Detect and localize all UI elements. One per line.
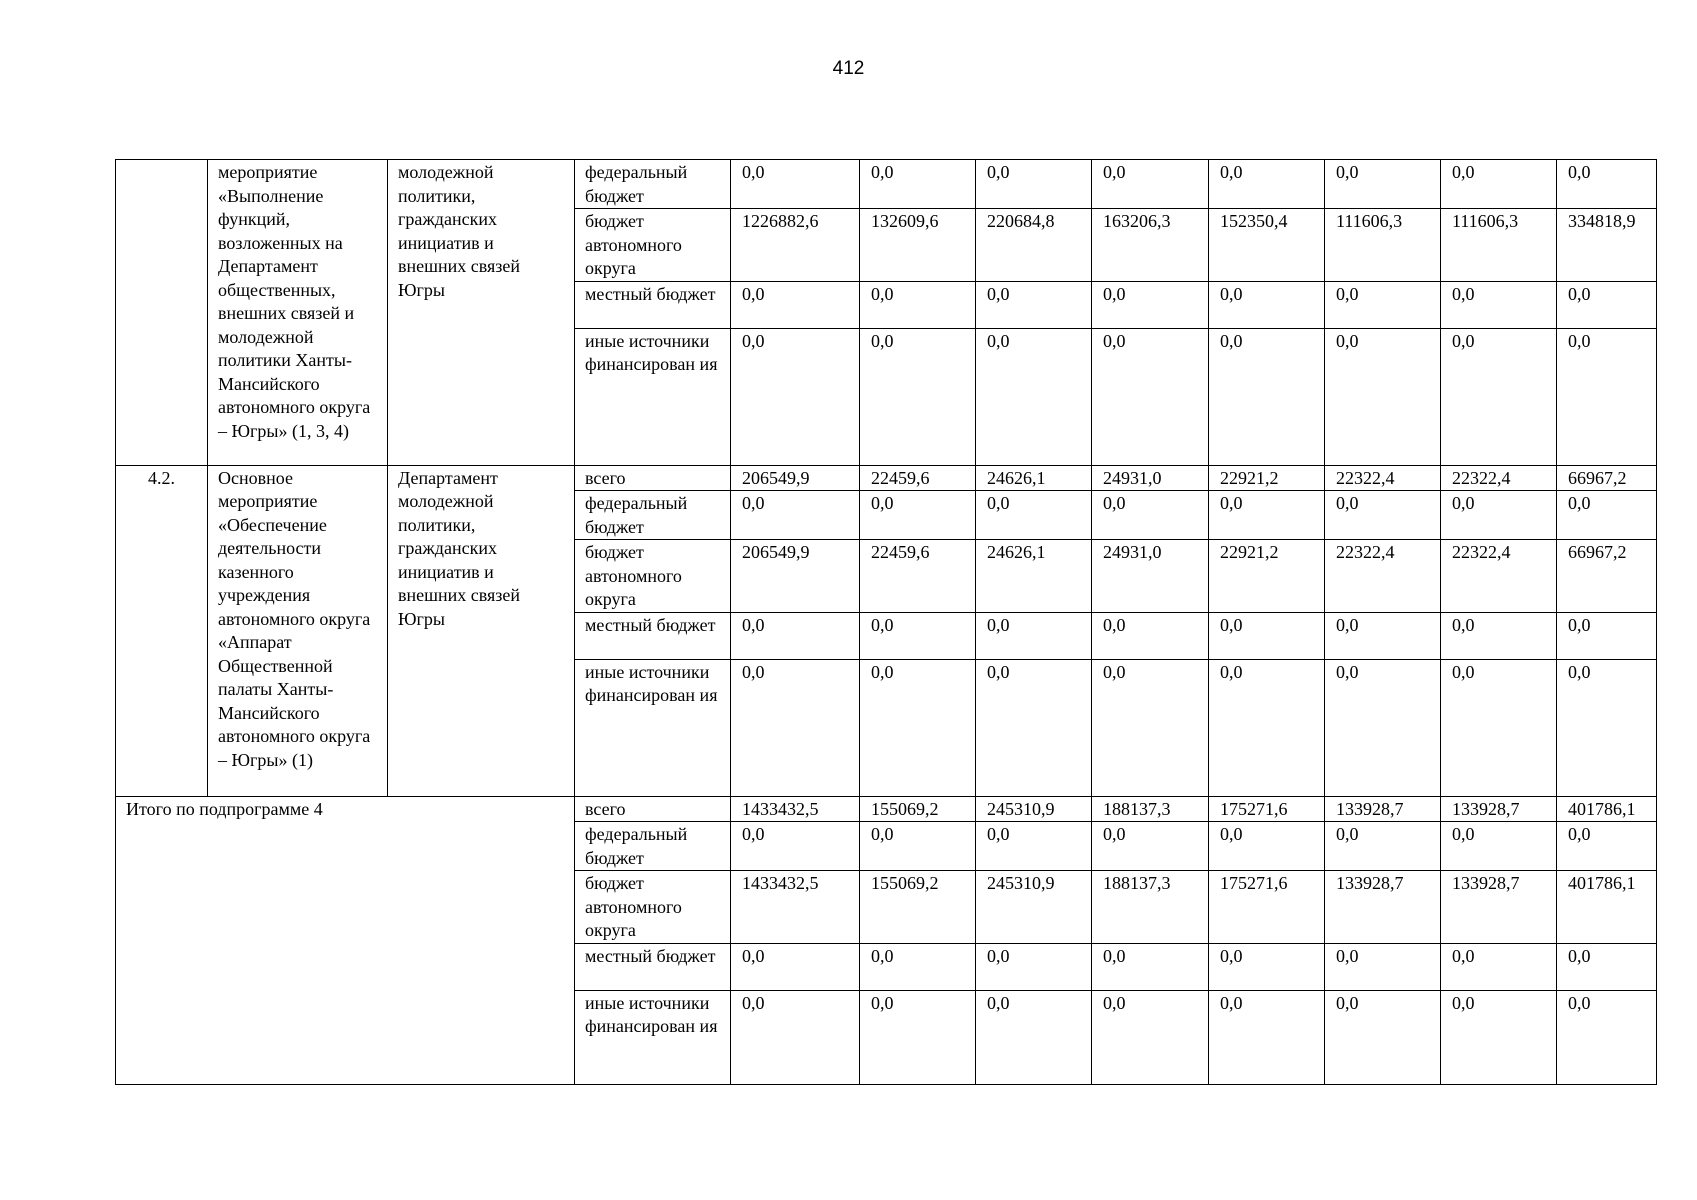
amount-cell: 0,0 (1441, 491, 1557, 540)
funding-source: иные источники финансирован ия (575, 990, 731, 1084)
amount-cell: 0,0 (1441, 990, 1557, 1084)
amount-cell: 0,0 (976, 160, 1092, 209)
total-label: Итого по подпрограмме 4 (116, 796, 575, 1084)
amount-cell: 0,0 (976, 612, 1092, 659)
amount-cell: 111606,3 (1325, 209, 1441, 282)
funding-source: всего (575, 465, 731, 491)
amount-cell: 0,0 (1325, 822, 1441, 871)
amount-cell: 24931,0 (1092, 465, 1209, 491)
amount-cell: 1433432,5 (731, 871, 860, 944)
amount-cell: 0,0 (1441, 281, 1557, 328)
amount-cell: 1433432,5 (731, 796, 860, 822)
amount-cell: 0,0 (1557, 659, 1657, 796)
amount-cell: 22322,4 (1441, 540, 1557, 613)
amount-cell: 111606,3 (1441, 209, 1557, 282)
page-number: 412 (832, 58, 865, 79)
amount-cell: 132609,6 (860, 209, 976, 282)
amount-cell: 0,0 (1441, 160, 1557, 209)
funding-source: местный бюджет (575, 612, 731, 659)
amount-cell: 0,0 (731, 943, 860, 990)
amount-cell: 133928,7 (1441, 796, 1557, 822)
amount-cell: 188137,3 (1092, 871, 1209, 944)
amount-cell: 401786,1 (1557, 871, 1657, 944)
amount-cell: 0,0 (1441, 822, 1557, 871)
table-body (116, 160, 1657, 1085)
amount-cell: 0,0 (976, 990, 1092, 1084)
amount-cell: 0,0 (1325, 943, 1441, 990)
amount-cell: 220684,8 (976, 209, 1092, 282)
amount-cell: 0,0 (860, 943, 976, 990)
amount-cell: 0,0 (1209, 328, 1325, 465)
amount-cell: 206549,9 (731, 465, 860, 491)
item-number (116, 160, 208, 466)
amount-cell: 0,0 (1557, 328, 1657, 465)
amount-cell: 155069,2 (860, 796, 976, 822)
item-number: 4.2. (116, 465, 208, 796)
amount-cell: 0,0 (1092, 328, 1209, 465)
amount-cell: 0,0 (1557, 281, 1657, 328)
amount-cell: 22459,6 (860, 540, 976, 613)
funding-source: бюджет автономного округа (575, 209, 731, 282)
measure-name: мероприятие «Выполнение функций, возложенных на Департамент общественных, внешних связей и молодежной политики Ханты-Мансийского автономного округа – Югры» (1, 3, 4) (208, 160, 388, 466)
amount-cell: 0,0 (1209, 281, 1325, 328)
amount-cell: 24626,1 (976, 540, 1092, 613)
amount-cell: 0,0 (1092, 491, 1209, 540)
amount-cell: 0,0 (1325, 659, 1441, 796)
amount-cell: 0,0 (1325, 160, 1441, 209)
amount-cell: 0,0 (976, 822, 1092, 871)
amount-cell: 0,0 (1441, 943, 1557, 990)
amount-cell: 22921,2 (1209, 465, 1325, 491)
amount-cell: 152350,4 (1209, 209, 1325, 282)
amount-cell: 175271,6 (1209, 796, 1325, 822)
amount-cell: 0,0 (1557, 160, 1657, 209)
amount-cell: 0,0 (1209, 822, 1325, 871)
amount-cell: 245310,9 (976, 796, 1092, 822)
amount-cell: 0,0 (976, 281, 1092, 328)
amount-cell: 0,0 (976, 659, 1092, 796)
funding-source: федеральный бюджет (575, 160, 731, 209)
amount-cell: 0,0 (731, 160, 860, 209)
amount-cell: 0,0 (1557, 612, 1657, 659)
amount-cell: 0,0 (731, 990, 860, 1084)
amount-cell: 0,0 (1441, 659, 1557, 796)
amount-cell: 0,0 (1092, 659, 1209, 796)
amount-cell: 0,0 (860, 160, 976, 209)
amount-cell: 66967,2 (1557, 540, 1657, 613)
funding-source: иные источники финансирован ия (575, 659, 731, 796)
amount-cell: 0,0 (1209, 943, 1325, 990)
amount-cell: 0,0 (1325, 990, 1441, 1084)
financing-table (115, 159, 1657, 1085)
amount-cell: 0,0 (1441, 328, 1557, 465)
amount-cell: 22322,4 (1325, 465, 1441, 491)
amount-cell: 0,0 (860, 659, 976, 796)
amount-cell: 0,0 (860, 328, 976, 465)
amount-cell: 0,0 (1092, 822, 1209, 871)
funding-source: иные источники финансирован ия (575, 328, 731, 465)
amount-cell: 0,0 (1557, 943, 1657, 990)
funding-source: местный бюджет (575, 943, 731, 990)
amount-cell: 24626,1 (976, 465, 1092, 491)
amount-cell: 0,0 (1092, 160, 1209, 209)
amount-cell: 66967,2 (1557, 465, 1657, 491)
responsible-executor: молодежной политики, гражданских инициатив и внешних связей Югры (388, 160, 575, 466)
table-row (116, 796, 1657, 822)
amount-cell: 206549,9 (731, 540, 860, 613)
funding-source: бюджет автономного округа (575, 540, 731, 613)
funding-source: местный бюджет (575, 281, 731, 328)
amount-cell: 0,0 (1325, 491, 1441, 540)
amount-cell: 22921,2 (1209, 540, 1325, 613)
amount-cell: 0,0 (1325, 612, 1441, 659)
amount-cell: 245310,9 (976, 871, 1092, 944)
amount-cell: 0,0 (1325, 328, 1441, 465)
amount-cell: 0,0 (1557, 491, 1657, 540)
amount-cell: 0,0 (1092, 612, 1209, 659)
amount-cell: 24931,0 (1092, 540, 1209, 613)
amount-cell: 0,0 (860, 822, 976, 871)
amount-cell: 0,0 (731, 659, 860, 796)
amount-cell: 133928,7 (1441, 871, 1557, 944)
amount-cell: 0,0 (976, 943, 1092, 990)
amount-cell: 0,0 (1209, 612, 1325, 659)
table-row (116, 160, 1657, 209)
amount-cell: 175271,6 (1209, 871, 1325, 944)
amount-cell: 188137,3 (1092, 796, 1209, 822)
amount-cell: 163206,3 (1092, 209, 1209, 282)
funding-source: федеральный бюджет (575, 491, 731, 540)
amount-cell: 0,0 (976, 491, 1092, 540)
amount-cell: 0,0 (731, 822, 860, 871)
amount-cell: 0,0 (860, 612, 976, 659)
amount-cell: 0,0 (860, 990, 976, 1084)
amount-cell: 155069,2 (860, 871, 976, 944)
amount-cell: 0,0 (731, 491, 860, 540)
funding-source: федеральный бюджет (575, 822, 731, 871)
amount-cell: 0,0 (976, 328, 1092, 465)
amount-cell: 22459,6 (860, 465, 976, 491)
amount-cell: 1226882,6 (731, 209, 860, 282)
amount-cell: 0,0 (860, 281, 976, 328)
amount-cell: 0,0 (731, 328, 860, 465)
amount-cell: 0,0 (1325, 281, 1441, 328)
amount-cell: 0,0 (731, 281, 860, 328)
amount-cell: 0,0 (1209, 659, 1325, 796)
amount-cell: 22322,4 (1325, 540, 1441, 613)
amount-cell: 0,0 (1092, 990, 1209, 1084)
amount-cell: 0,0 (1557, 990, 1657, 1084)
amount-cell: 0,0 (1092, 943, 1209, 990)
measure-name: Основное мероприятие «Обеспечение деятельности казенного учреждения автономного округа «Аппарат Общественной палаты Ханты-Мансийского автономного округа – Югры» (1) (208, 465, 388, 796)
amount-cell: 0,0 (731, 612, 860, 659)
amount-cell: 133928,7 (1325, 871, 1441, 944)
amount-cell: 401786,1 (1557, 796, 1657, 822)
amount-cell: 22322,4 (1441, 465, 1557, 491)
amount-cell: 0,0 (1209, 160, 1325, 209)
amount-cell: 0,0 (1209, 990, 1325, 1084)
amount-cell: 0,0 (1209, 491, 1325, 540)
funding-source: всего (575, 796, 731, 822)
responsible-executor: Департамент молодежной политики, гражданских инициатив и внешних связей Югры (388, 465, 575, 796)
amount-cell: 0,0 (1441, 612, 1557, 659)
amount-cell: 133928,7 (1325, 796, 1441, 822)
funding-source: бюджет автономного округа (575, 871, 731, 944)
amount-cell: 0,0 (1092, 281, 1209, 328)
amount-cell: 334818,9 (1557, 209, 1657, 282)
amount-cell: 0,0 (1557, 822, 1657, 871)
table-row (116, 465, 1657, 491)
amount-cell: 0,0 (860, 491, 976, 540)
